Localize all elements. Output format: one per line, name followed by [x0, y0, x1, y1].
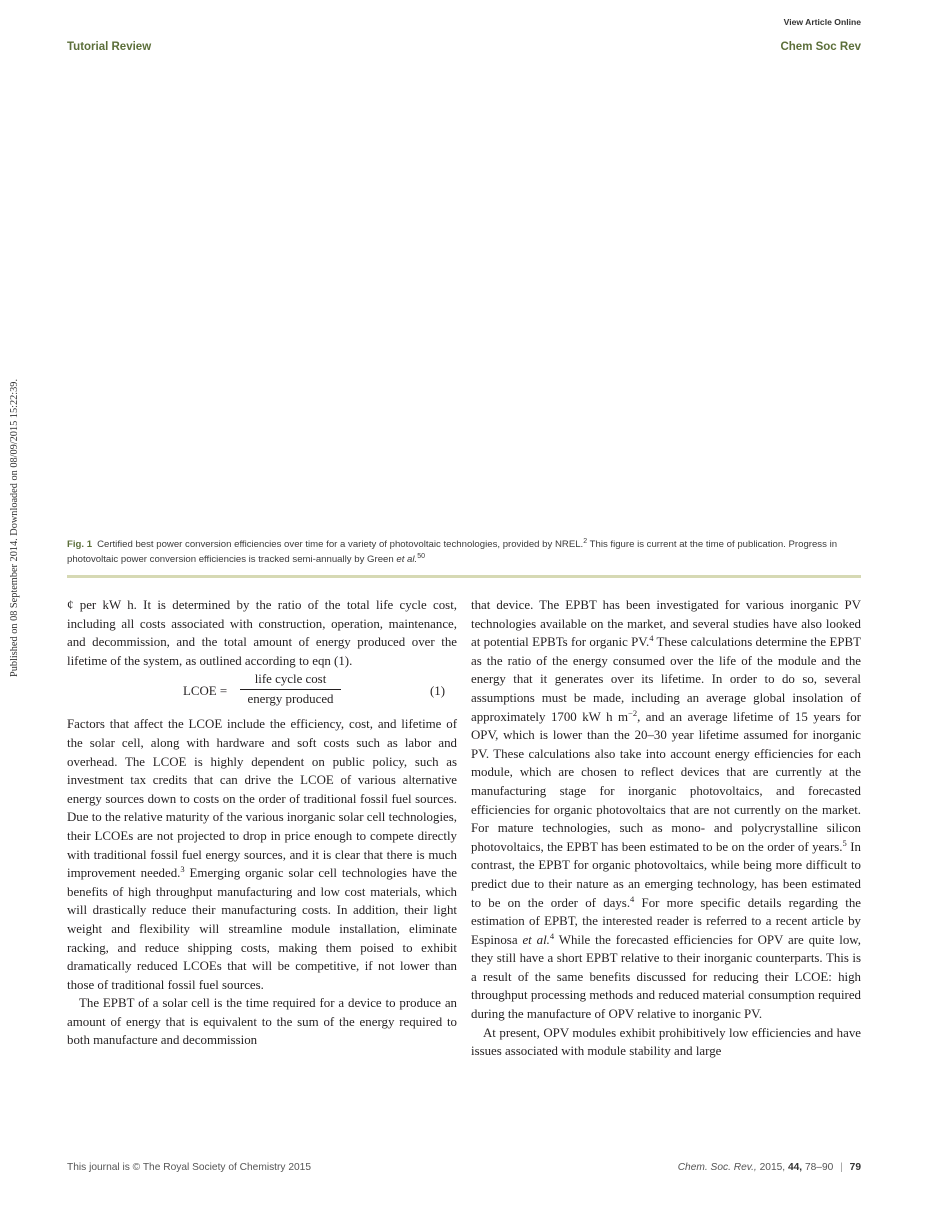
equation-denominator: energy produced: [247, 692, 334, 707]
figure-1-image-area: [67, 62, 861, 532]
left-paragraph-2: [67, 715, 457, 994]
left-p2-text-b: Emerging organic solar cell technologies have the benefits of high throughput manufacturing and low cost materials, which will drastically reduce their manufacturing costs. In addition, their light weight and flexibility will streamline module installation, eliminate racking, and reduce shipping costs, making them poised to exhibit dramatically reduced LCOEs that will be competitive, if not lower than those of traditional fossil fuel sources.: [67, 866, 457, 992]
article-type-header: Tutorial Review: [67, 41, 152, 53]
right-p1-text-a: that device. The EPBT has been investigated for various inorganic PV technologies available on the market, and several studies have also looked at potential EPBTs for organic PV.: [471, 598, 861, 650]
equation-1: [67, 671, 457, 711]
caption-text-a: Certified best power conversion efficiencies over time for a variety of photovoltaic technologies, provided by NREL.: [97, 539, 584, 550]
footer-separator: |: [840, 1162, 843, 1173]
caption-ref-a[interactable]: 2: [583, 538, 588, 545]
caption-divider: [67, 575, 861, 578]
right-p1-exponent: −2: [628, 707, 638, 718]
page-number: 79: [849, 1162, 861, 1173]
figure-caption: [67, 537, 861, 567]
journal-name-header: Chem Soc Rev: [780, 41, 861, 53]
footer-pages: 78–90: [804, 1162, 834, 1173]
right-p1-text-e: For more specific details regarding the estimation of EPBT, the interested reader is referred to a recent article by Espinosa: [471, 895, 861, 947]
side-note-container: [8, 337, 22, 677]
equation-number: (1): [429, 684, 445, 699]
caption-ref-b[interactable]: 50: [417, 553, 425, 560]
footer-citation: [678, 1162, 861, 1173]
right-p1-ref-1[interactable]: 4: [649, 633, 654, 644]
right-p1-text-c: , and an average lifetime of 15 years for OPV, which is lower than the 20–30 year lifetime assumed for inorganic PV. These calculations also take into account energy efficiencies for each module, which are chosen to reflect devices that are currently at the manufacturing stage for inorganic photovoltaics, and forecasted efficiencies for organic photovoltaics that are not currently on the market. For mature technologies, such as mono- and polycrystalline silicon photovoltaics, the EPBT has been estimated to be on the order of years.: [471, 709, 861, 854]
left-paragraph-3: The EPBT of a solar cell is the time required for a device to produce an amount of energy that is equivalent to the sum of the energy required to both manufacture and decommission: [67, 996, 457, 1048]
right-p1-text-b: These calculations determine the EPBT as the ratio of the energy consumed over the life of the module and the energy that it generates over its lifetime. In order to do so, several assumptions must be made, including an average global insolation of approximately 1700 kW h m: [471, 635, 861, 724]
caption-et-al: et al.: [396, 554, 418, 565]
right-p1-ref-2[interactable]: 5: [842, 837, 847, 848]
footer-journal: Chem. Soc. Rev.,: [677, 1162, 757, 1173]
equation-fraction: [240, 671, 341, 708]
right-p1-et-al: et al.: [522, 932, 550, 947]
caption-text-b: This figure is current at the time of publication. Progress in photovoltaic power conversion efficiencies is tracked semi-annually by Green: [67, 539, 838, 565]
figure-label: Fig. 1: [67, 539, 93, 550]
footer-year: 2015,: [759, 1162, 786, 1173]
publication-side-note: Published on 08 September 2014. Downloaded on 08/09/2015 15:22:39.: [9, 378, 20, 677]
right-p1-ref-4[interactable]: 4: [549, 930, 555, 941]
view-article-online-link[interactable]: View Article Online: [783, 17, 861, 27]
left-column: [67, 596, 457, 1050]
footer-copyright: This journal is © The Royal Society of Chemistry 2015: [67, 1162, 311, 1173]
right-paragraph-1: [471, 596, 861, 1024]
right-p1-ref-3[interactable]: 4: [630, 893, 635, 904]
left-p2-ref[interactable]: 3: [180, 864, 185, 875]
footer-volume: 44,: [787, 1162, 803, 1173]
left-paragraph-1: ¢ per kW h. It is determined by the ratio of the total life cycle cost, including all costs associated with construction, operation, maintenance, and decommission, and the total amount of energy produced over the lifetime of the system, as outlined according to eqn (1).: [67, 598, 457, 668]
equation-numerator: life cycle cost: [240, 671, 341, 690]
left-p2-text-a: Factors that affect the LCOE include the efficiency, cost, and lifetime of the solar cell, along with hardware and soft costs such as labor and overhead. The LCOE is highly dependent on public policy, such as investment tax credits that can drive the LCOE of various alternative energy sources down to costs on the order of traditional fossil fuel sources. Due to the relative maturity of the various inorganic solar cell technologies, their LCOEs are not projected to drop in price enough to compete directly with traditional fossil fuel energy sources, and it is clear that there is much improvement needed.: [67, 717, 457, 881]
equation-lhs: LCOE =: [183, 684, 228, 699]
right-column: [471, 596, 861, 1061]
right-p1-text-f: While the forecasted efficiencies for OPV are quite low, they still have a short EPBT relative to their inorganic counterparts. This is a result of the same benefits discussed for reducing their LCOE: high throughput processing methods and reduced material consumption required during the manufacture of OPV relative to inorganic PV.: [471, 932, 861, 1022]
right-paragraph-2: At present, OPV modules exhibit prohibitively low efficiencies and have issues associated with module stability and large: [471, 1025, 861, 1059]
right-p1-text-d: In contrast, the EPBT for organic photovoltaics, while being more difficult to predict due to their nature as an emerging technology, has been estimated to be on the order of days.: [471, 839, 861, 910]
